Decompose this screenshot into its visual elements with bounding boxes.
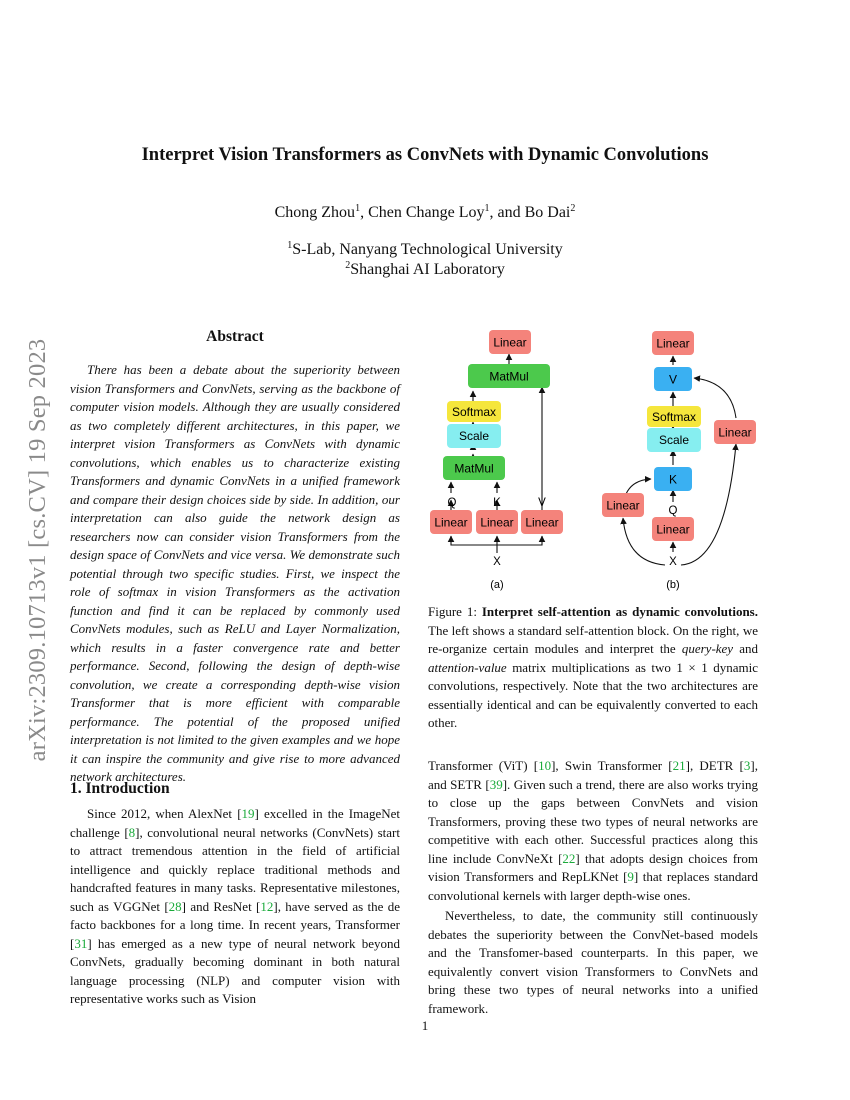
section-heading-introduction: 1. Introduction (70, 780, 170, 797)
caption-title: Interpret self-attention as dynamic convolutions. (481, 604, 758, 619)
svg-text:Linear: Linear (493, 335, 527, 350)
text-run: ], convolutional neural networks (ConvNets) start to attract tremendous attention in the field of artificial intelligence and quickly replace traditional methods and handcrafted features in many tasks. Representative milestones, such as VGGNet [ (70, 824, 400, 914)
q-label: Q (668, 505, 678, 517)
panel-b-label: (b) (666, 579, 680, 591)
paragraph (428, 757, 758, 905)
author-list (0, 204, 850, 222)
citation-link[interactable]: 3 (743, 758, 751, 773)
text-run: query-key (681, 641, 734, 656)
citation-link[interactable]: 9 (627, 869, 634, 884)
x-label: X (493, 556, 501, 568)
panel-a-label: (a) (490, 579, 504, 591)
text-run: matrix multiplications as two 1 × 1 dynamic convolutions, respectively. Note that the two architectures are essentially identical and can be equivalently converted to each other. (428, 659, 758, 730)
citation-link[interactable]: 31 (74, 935, 88, 951)
caption-label: Figure 1: (428, 604, 477, 619)
svg-text:Linear: Linear (718, 425, 752, 440)
citation-link[interactable]: 12 (260, 898, 274, 914)
affiliation: $^2$Shanghai AI Laboratory (345, 260, 505, 278)
svg-text:K: K (668, 472, 678, 487)
text-run: ], have served as the de facto backbones for a long time. In recent years, Transformer [ (70, 898, 401, 951)
citation-link[interactable]: 8 (128, 824, 136, 840)
page-number: 1 (421, 1018, 429, 1033)
text-run: ], and SETR [ (428, 758, 758, 792)
citation-link[interactable]: 28 (168, 898, 182, 914)
affiliation: $^1$S-Lab, Nanyang Technological University (287, 240, 563, 258)
figure-1-caption (428, 603, 758, 733)
citation-link[interactable]: 22 (562, 850, 576, 866)
citation-link[interactable]: 21 (672, 758, 686, 773)
text-run: ], Swin Transformer [ (551, 758, 673, 773)
k-label: K (493, 497, 501, 509)
svg-text:Softmax: Softmax (651, 410, 697, 424)
v-label: V (538, 497, 546, 509)
paragraph (70, 805, 400, 1009)
svg-text:MatMul: MatMul (489, 369, 529, 384)
q-label: Q (447, 497, 457, 509)
text-run: Transformer (ViT) [ (428, 758, 539, 773)
svg-text:Linear: Linear (656, 522, 690, 537)
author: Bo Dai$^2$ (524, 203, 576, 221)
introduction-body (70, 805, 400, 1011)
svg-text:MatMul: MatMul (454, 461, 494, 476)
text-run: Since 2012, when AlexNet [ (87, 806, 242, 821)
svg-text:Scale: Scale (658, 433, 690, 447)
text-run: ]. Given such a trend, there are also works trying to close up the gaps between ConvNets and vision Transformers, proving these two types of neural networks are competitive with each other. Successful practices along this line include ConvNeXt [ (428, 776, 758, 866)
citation-link[interactable]: 19 (241, 806, 255, 821)
author: Chong Zhou$^1$, (274, 203, 369, 221)
svg-text:Linear: Linear (656, 336, 690, 351)
citation-link[interactable]: 39 (489, 776, 503, 792)
arxiv-identifier: arXiv:2309.10713v1 [cs.CV] 19 Sep 2023 (24, 338, 51, 762)
text-run: ] excelled in the ImageNet challenge [ (70, 806, 400, 840)
paragraph (428, 907, 758, 1018)
paper-title: Interpret Vision Transformers as ConvNets with Dynamic Convolutions (141, 145, 709, 165)
svg-text:Linear: Linear (525, 515, 559, 530)
abstract-body: There has been a debate about the superiority between vision Transformers and ConvNets, serving as the backbone of computer vision models. Although they are usually considered as two completely different architectures, in this paper, we interpret vision Transformers as ConvNets with dynamic convolutions, which enables us to characterize existing Transformers and dynamic ConvNets in a unified framework and compare their design choices side by side. In addition, our interpretation can also guide the network design as researchers now can consider vision Transformers from the design space of ConvNets and vice versa. We demonstrate such potential through two specific studies. First, we inspect the role of softmax in vision Transformers as the activation function and find it can be replaced by commonly used ConvNets modules, such as ReLU and Layer Normalization, which results in a faster convergence rate and better performance. Second, following the design of depth-wise convolution, we create a corresponding depth-wise vision Transformer that is more efficient with comparable performance. The potential of the proposed unified interpretation is not limited to the given examples and we hope it can inspire the community and give rise to more advanced network architectures. (70, 362, 400, 784)
text-run: Nevertheless, to date, the community still continuously debates the superiority between the ConvNet-based models and the Transfomer-based counterparts. In this paper, we equivalently convert vision Transformers to ConvNets and bring these two types of neural networks into a unified framework. (428, 908, 758, 1016)
x-label: X (669, 556, 677, 568)
text-run: ] that adopts design choices from vision Transformers and RepLKNet [ (428, 850, 758, 884)
svg-text:Linear: Linear (606, 498, 640, 513)
text-run: and (733, 641, 758, 656)
text-run: ] has emerged as a new type of neural network beyond ConvNets, gradually becoming dominant in both natural language processing (NLP) and computer vision with representative works such as Vision (70, 935, 400, 1006)
svg-text:Linear: Linear (480, 515, 514, 530)
text-run: The left shows a standard self-attention block. On the right, we re-organize certain modules and interpret the (428, 622, 758, 656)
figure-1 (425, 322, 765, 592)
abstract-heading: Abstract (206, 328, 264, 345)
text-run: ] that replaces standard convolutional kernels with larger depth-wise ones. (428, 869, 758, 903)
figure-1-diagram (425, 322, 765, 592)
right-column-body (428, 757, 758, 1020)
svg-text:Softmax: Softmax (451, 405, 497, 419)
arxiv-sidebar (8, 290, 68, 810)
svg-text:Scale: Scale (458, 429, 490, 443)
caption-text (428, 623, 758, 731)
text-run: ], DETR [ (685, 758, 744, 773)
author: Chen Change Loy$^1$, and (368, 203, 525, 221)
svg-text:V: V (668, 372, 678, 387)
text-run: ] and ResNet [ (181, 898, 261, 914)
svg-text:Linear: Linear (434, 515, 468, 530)
citation-link[interactable]: 10 (538, 758, 552, 773)
affiliations (0, 240, 850, 280)
text-run: attention-value (428, 659, 507, 675)
